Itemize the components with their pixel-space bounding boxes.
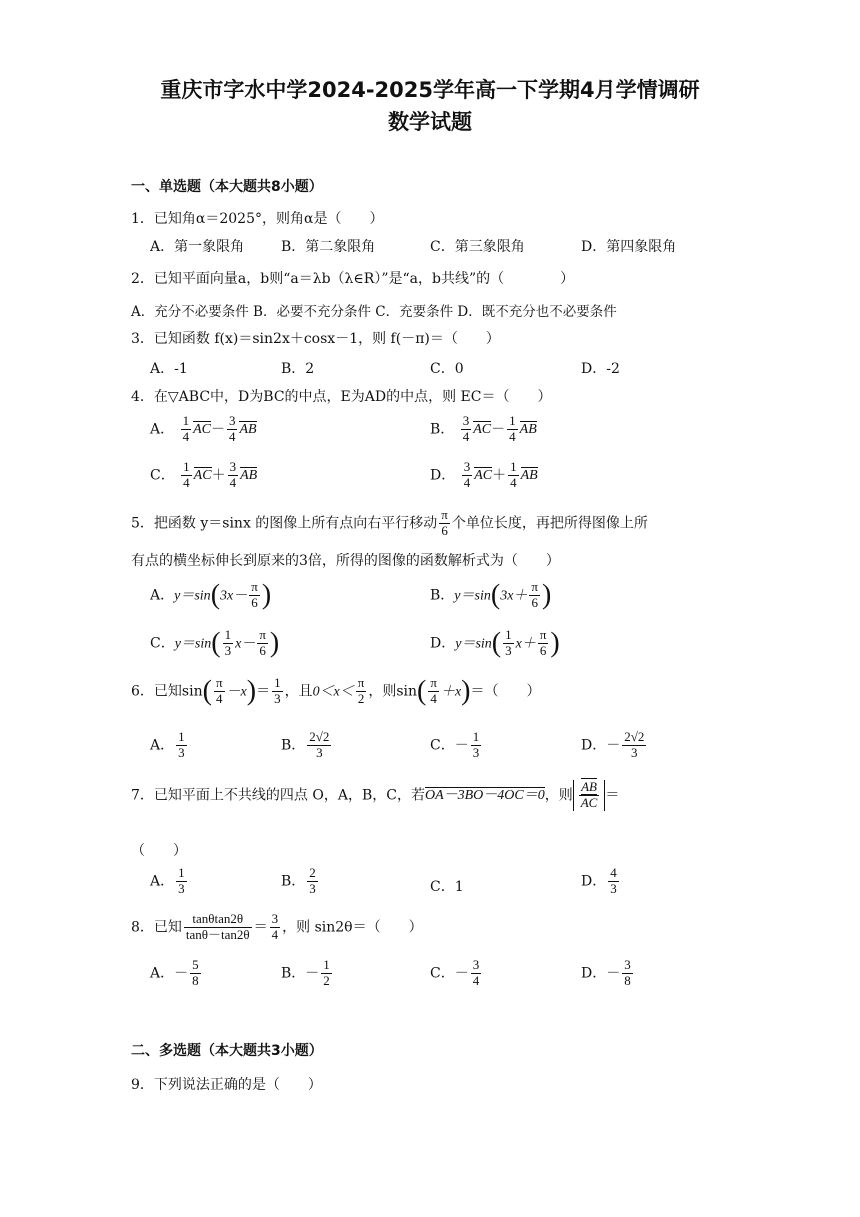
page-title-line1: 重庆市字水中学2024-2025学年高一下学期4月学情调研	[160, 78, 700, 102]
q8-stem: 8．已知 $\frac{\tan\theta\tan 2\theta}{\tan\theta-\tan 2\theta}$ ＝ $\frac{3}{4}$ ，则 sin2θ＝（ ）	[131, 911, 423, 942]
q2-option-d: D．既不充分也不必要条件	[457, 304, 617, 320]
q8-option-c: C．－ $\frac{3}{4}$	[430, 957, 480, 988]
q9-stem: 9．下列说法正确的是（ ）	[131, 1077, 322, 1093]
q2-option-b: B．必要不充分条件	[253, 304, 371, 320]
q7-option-a: A． $\frac{1}{3}$	[150, 865, 185, 896]
q5-option-b: B．y＝sin(3x＋ $\frac{\pi}{6}$ )	[430, 579, 552, 611]
q4-a-frac1: $\frac{1}{4}$	[182, 413, 190, 444]
q2-stem: 2．已知平面向量a，b则“a＝λb（λ∈R）”是“a，b共线”的（ ）	[131, 271, 575, 287]
q5-option-c: C．y＝sin( $\frac{1}{3}$ x－ $\frac{\pi}{6}$ )	[150, 627, 280, 659]
q3-option-b: B．2	[281, 361, 315, 377]
q8-option-a: A．－ $\frac{5}{8}$	[150, 957, 199, 988]
q3-option-d: D．-2	[581, 361, 620, 377]
q8-option-b: B．－ $\frac{1}{2}$	[281, 957, 330, 988]
q2-options-row	[131, 300, 617, 320]
section1-heading: 一、单选题（本大题共8小题）	[131, 179, 323, 195]
q7-stem: 7．已知平面上不共线的四点 O，A，B，C，若OA－3BO－4OC＝0，则 $\frac{AB}{AC}$ ＝	[131, 779, 620, 810]
q5-option-d: D．y＝sin( $\frac{1}{3}$ x＋ $\frac{\pi}{6}$ )	[430, 627, 560, 659]
q1-option-a: A．第一象限角	[150, 239, 245, 255]
q7-option-b: B． $\frac{2}{3}$	[281, 865, 316, 896]
q7-option-c: C．1	[430, 879, 464, 895]
q5-option-a: A．y＝sin(3x－ $\frac{\pi}{6}$ )	[150, 579, 272, 611]
q2-option-a: A．充分不必要条件	[131, 304, 249, 320]
q4-option-d-label: D．	[430, 467, 456, 484]
q4-option-b: B． $\frac{3}{4}$ AC－ $\frac{1}{4}$ AB	[430, 413, 537, 444]
q4-stem: 4．在▽ABC中，D为BC的中点，E为AD的中点，则 EC＝（ ）	[131, 389, 552, 405]
q6-option-a: A． $\frac{1}{3}$	[150, 729, 185, 760]
q6-stem: 6．已知sin( $\frac{\pi}{4}$ －x)＝ $\frac{1}{3}$ ，且0＜x＜ $\frac{\pi}{2}$ ，则sin( $\frac{\pi}{4}$ ＋x)＝（ ）	[131, 675, 541, 707]
q5-stem-line1: 5．把函数 y＝sinx 的图像上所有点向右平行移动 $\frac{\pi}{6}$ 个单位长度，再把所得图像上所	[131, 507, 648, 538]
q3-stem: 3．已知函数 f(x)＝sin2x＋cosx－1，则 f(－π)＝（ ）	[131, 331, 500, 347]
q4-option-b-label: B．	[430, 421, 455, 438]
q4-option-a-label: A．	[150, 421, 175, 438]
q1-option-c: C．第三象限角	[430, 239, 525, 255]
q1-stem: 1．已知角α＝2025°，则角α是（ ）	[131, 211, 384, 227]
q3-option-c: C．0	[430, 361, 464, 377]
q5-stem-line2: 有点的横坐标伸长到原来的3倍，所得的图像的函数解析式为（ ）	[131, 553, 560, 569]
q2-option-c: C．充要条件	[375, 304, 454, 320]
q4-option-c-label: C．	[150, 467, 175, 484]
page-title-line2: 数学试题	[388, 110, 472, 134]
q4-option-c: C． $\frac{1}{4}$ AC＋ $\frac{3}{4}$ AB	[150, 459, 258, 490]
q4-a-frac2: $\frac{3}{4}$	[228, 413, 236, 444]
q4-option-d: D． $\frac{3}{4}$ AC＋ $\frac{1}{4}$ AB	[430, 459, 538, 490]
q7-vector-equation: OA－3BO－4OC＝0	[424, 788, 545, 804]
q3-option-a: A．-1	[150, 361, 188, 377]
q6-option-c: C．－ $\frac{1}{3}$	[430, 729, 480, 760]
section2-heading: 二、多选题（本大题共3小题）	[131, 1043, 323, 1059]
q6-option-b: B． $\frac{2√2}{3}$	[281, 729, 330, 760]
q4-a-vec-ab: AB	[239, 422, 257, 438]
q7-stem-cont: （ ）	[131, 843, 187, 859]
q8-option-d: D．－ $\frac{3}{8}$	[581, 957, 631, 988]
q4-option-a: A． $\frac{1}{4}$ AC－ $\frac{3}{4}$ AB	[150, 413, 257, 444]
q1-option-b: B．第二象限角	[281, 239, 376, 255]
q1-option-d: D．第四象限角	[581, 239, 677, 255]
q6-option-d: D．－ $\frac{2√2}{3}$	[581, 729, 645, 760]
q4-a-vec-ac: AC	[193, 422, 211, 438]
q7-option-d: D． $\frac{4}{3}$	[581, 865, 617, 896]
